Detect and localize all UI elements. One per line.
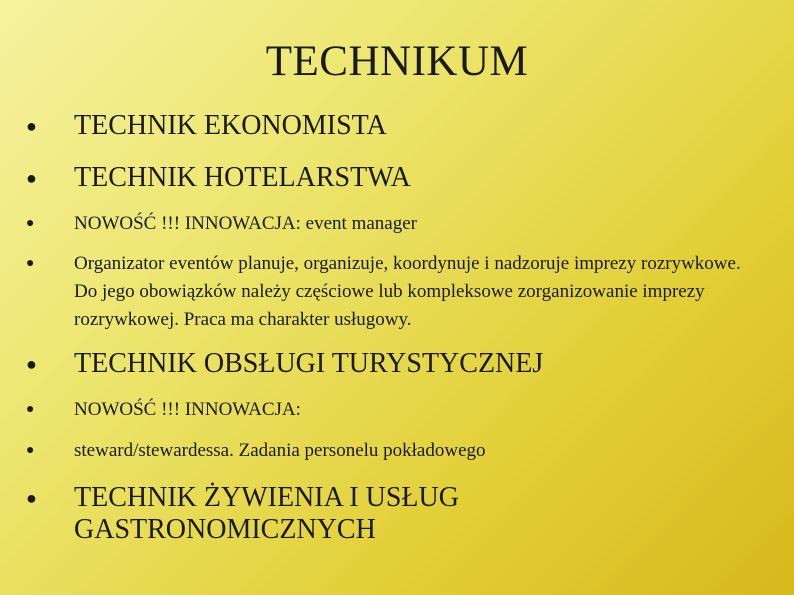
- bullet-icon: ●: [26, 443, 35, 458]
- bullet-icon: ●: [26, 168, 37, 188]
- list-item-text: Organizator eventów planuje, organizuje, koordynuje i nadzoruje imprezy rozrywkowe. Do jego obowiązków należy częściowe lub kompleksowe zorganizowanie imprezy rozrywkowej. Praca ma charakter usługowy.: [74, 253, 741, 330]
- bullet-icon: ●: [26, 402, 35, 417]
- list-item-text: TECHNIK HOTELARSTWA: [74, 162, 411, 193]
- bullet-icon: ●: [26, 256, 35, 271]
- list-item-text: TECHNIK EKONOMISTA: [74, 110, 387, 141]
- list-item-text: NOWOŚĆ !!! INNOWACJA: event manager: [74, 213, 417, 234]
- list-item-text: steward/stewardessa. Zadania personelu pokładowego: [74, 440, 486, 461]
- bullet-icon: ●: [26, 354, 37, 374]
- list-item-text: TECHNIK OBSŁUGI TURYSTYCZNEJ: [74, 348, 544, 379]
- list-item-text: TECHNIK ŻYWIENIA I USŁUG GASTRONOMICZNYCH: [74, 482, 459, 545]
- bullet-icon: ●: [26, 216, 35, 231]
- slide-title: TECHNIKUM: [265, 38, 529, 85]
- bullet-icon: ●: [26, 116, 37, 136]
- list-item-text: NOWOŚĆ !!! INNOWACJA:: [74, 399, 301, 420]
- bullet-icon: ●: [26, 488, 37, 508]
